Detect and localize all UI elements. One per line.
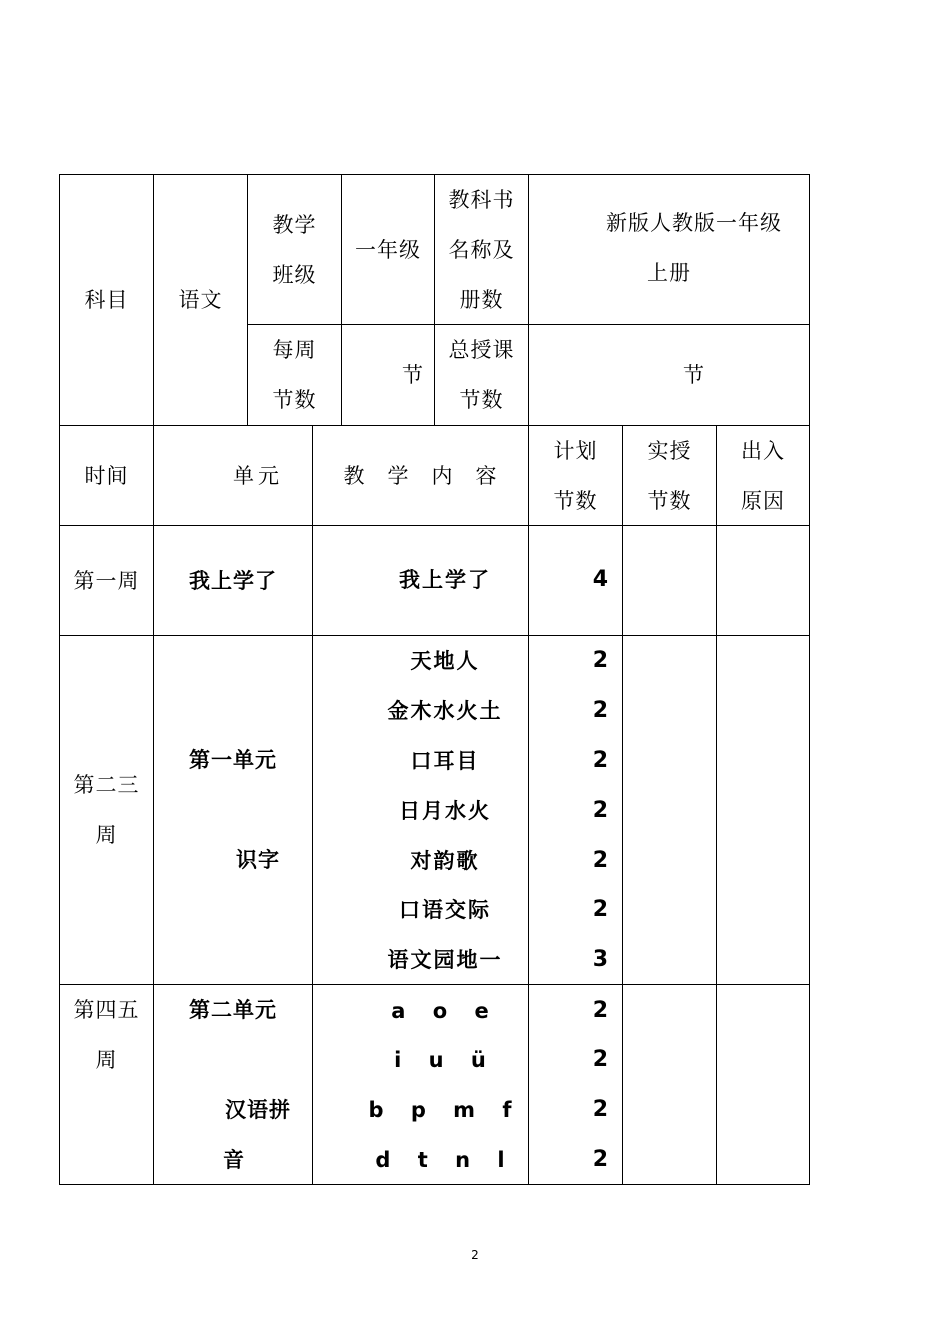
- row3-planned-hours: 2: [592, 1097, 608, 1122]
- weekly-hours-value: 节: [402, 363, 424, 387]
- table-divider: [622, 425, 623, 1185]
- row3-lesson: d t n l: [375, 1148, 515, 1172]
- subject-value: 语文: [178, 288, 223, 312]
- row2-planned-hours: 2: [592, 648, 608, 673]
- row2-lesson: 口语交际: [399, 898, 491, 922]
- page-number: 2: [471, 1248, 479, 1262]
- class-value: 一年级: [355, 237, 421, 262]
- total-hours-label: 总授课 节数: [448, 338, 515, 412]
- textbook-label: 教科书 名称及 册数: [448, 187, 515, 312]
- column-header-time: 时间: [84, 463, 129, 488]
- row3-time: 第四五 周: [73, 998, 140, 1072]
- column-header-actual: 实授 节数: [647, 438, 692, 513]
- column-header-content: 教 学 内 容: [343, 463, 498, 488]
- row2-unit-title: 第一单元: [189, 748, 277, 772]
- row1-unit: 我上学了: [189, 568, 277, 593]
- row2-lesson: 语文园地一: [387, 948, 503, 972]
- row3-planned-hours: 2: [592, 998, 608, 1023]
- column-header-unit: 单元: [233, 463, 283, 488]
- class-label: 教学 班级: [272, 212, 317, 287]
- row2-lesson: 日月水火: [399, 799, 491, 823]
- row2-planned-hours: 2: [592, 897, 608, 922]
- row2-lesson: 口耳目: [410, 749, 480, 773]
- column-header-reason: 出入 原因: [741, 438, 785, 513]
- weekly-hours-label: 每周 节数: [272, 338, 317, 412]
- row2-planned-hours: 2: [592, 748, 608, 773]
- row3-unit-subtitle: 汉语拼: [225, 1098, 291, 1122]
- column-header-planned: 计划 节数: [553, 438, 598, 513]
- row3-planned-hours: 2: [592, 1147, 608, 1172]
- row3-lesson: a o e: [391, 999, 499, 1023]
- row1-lesson: 我上学了: [399, 568, 491, 592]
- row2-time: 第二三 周: [73, 773, 140, 847]
- row3-planned-hours: 2: [592, 1047, 608, 1072]
- row3-lesson: b p m f: [368, 1098, 522, 1122]
- row1-time: 第一周: [73, 568, 140, 593]
- subject-label: 科目: [84, 288, 129, 312]
- row3-unit-title: 第二单元: [189, 998, 277, 1022]
- total-hours-value: 节: [683, 363, 705, 387]
- row2-planned-hours: 2: [592, 848, 608, 873]
- row2-lesson: 天地人: [410, 649, 480, 673]
- table-border-right: [809, 174, 810, 1185]
- row2-planned-hours: 2: [592, 698, 608, 723]
- row2-lesson: 金木水火土: [387, 699, 503, 723]
- row2-planned-hours: 3: [592, 947, 608, 972]
- textbook-value: 新版人教版一年级 上册: [606, 211, 782, 285]
- row2-lesson: 对韵歌: [410, 849, 480, 873]
- row3-unit-subtitle-cont: 音: [223, 1148, 245, 1172]
- row1-planned-hours: 4: [592, 567, 608, 592]
- row2-planned-hours: 2: [592, 798, 608, 823]
- table-divider: [312, 425, 313, 1185]
- table-divider: [716, 425, 717, 1185]
- row2-unit-subtitle: 识字: [236, 848, 280, 872]
- row3-lesson: i u ü: [394, 1048, 496, 1072]
